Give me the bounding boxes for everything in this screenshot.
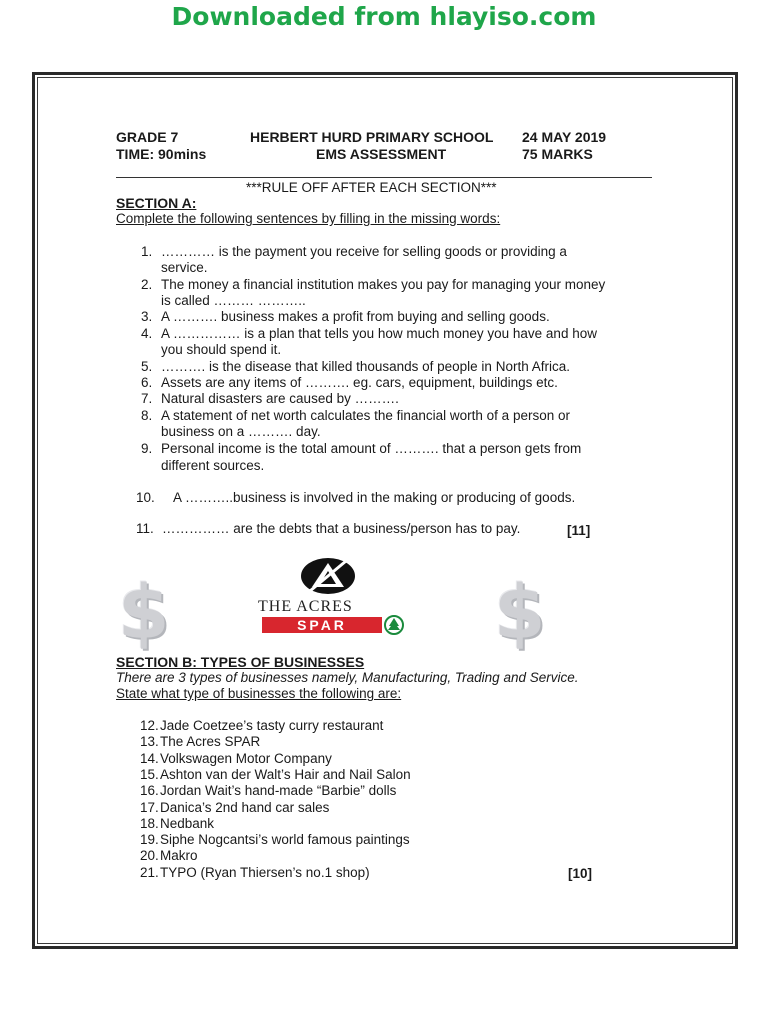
item-text: Jade Coetzee’s tasty curry restaurant [160, 718, 384, 733]
section-b-intro: There are 3 types of businesses namely, Manufacturing, Trading and Service. [116, 670, 579, 685]
question-text: A …………… is a plan that tells you how much money you have and how [161, 326, 597, 341]
assessment-date: 24 MAY 2019 [522, 129, 607, 145]
acres-store-name: THE ACRES [258, 598, 353, 615]
item-number: 12. [140, 718, 159, 733]
total-marks: 75 MARKS [522, 146, 593, 162]
question-text-continued: different sources. [161, 458, 265, 473]
question-number: 1. [141, 244, 153, 259]
question-text: Assets are any items of ………. eg. cars, equipment, buildings etc. [161, 375, 558, 390]
question-number: 7. [141, 391, 153, 406]
spar-logo-text: SPAR [297, 617, 347, 633]
question-text: The money a financial institution makes you pay for managing your money [161, 277, 606, 292]
item-text: Makro [160, 848, 198, 864]
item-number: 14. [140, 750, 159, 766]
item-number: 17. [140, 799, 159, 815]
question-text: …………… are the debts that a business/person has to pay. [162, 521, 521, 536]
rule-off-note: ***RULE OFF AFTER EACH SECTION*** [246, 180, 497, 195]
dollar-sign-left-image: $ [118, 570, 170, 656]
question-number: 2. [141, 277, 153, 292]
question-number: 10. [136, 490, 155, 505]
dollar-sign-right-image: $ [494, 570, 546, 656]
section-b-instruction: State what type of businesses the following are: [116, 686, 402, 701]
item-number: 20. [140, 848, 159, 864]
question-text: A statement of net worth calculates the financial worth of a person or [161, 408, 570, 423]
question-number: 11. [136, 521, 154, 536]
header-rule [116, 177, 652, 178]
item-number: 15. [140, 766, 159, 782]
question-number: 6. [141, 375, 153, 390]
section-a-title: SECTION A: [116, 195, 197, 211]
question-number: 8. [141, 408, 153, 423]
question-text: ………. is the disease that killed thousands of people in North Africa. [161, 359, 570, 374]
spar-tree-icon [384, 615, 404, 635]
question-text: A ………..business is involved in the making or producing of goods. [173, 490, 576, 505]
item-text: Nedbank [160, 815, 215, 831]
item-text: Volkswagen Motor Company [160, 750, 332, 766]
item-text: Ashton van der Walt’s Hair and Nail Salon [160, 766, 411, 782]
question-text-continued: service. [161, 260, 208, 275]
time-label: TIME: 90mins [116, 146, 207, 162]
question-number: 3. [141, 309, 153, 324]
item-number: 21. [140, 864, 159, 880]
question-text-continued: is called ……… ……….. [161, 293, 306, 308]
section-a-instruction: Complete the following sentences by filling in the missing words: [116, 211, 501, 226]
spar-logo-bar [262, 617, 382, 633]
question-text: A ………. business makes a profit from buying and selling goods. [161, 309, 550, 324]
item-text: The Acres SPAR [160, 734, 261, 750]
item-number: 18. [140, 815, 159, 831]
question-text-continued: business on a ………. day. [161, 424, 321, 439]
question-number: 4. [141, 326, 153, 341]
section-b-title: SECTION B: TYPES OF BUSINESSES [116, 654, 365, 670]
question-text: ………… is the payment you receive for selling goods or providing a [161, 244, 567, 259]
question-text: Natural disasters are caused by ………. [161, 391, 399, 406]
question-number: 5. [141, 359, 153, 374]
school-name: HERBERT HURD PRIMARY SCHOOL [250, 129, 494, 145]
item-text: Danica’s 2nd hand car sales [160, 799, 330, 815]
assessment-title: EMS ASSESSMENT [316, 146, 447, 162]
item-text: TYPO (Ryan Thiersen’s no.1 shop) [160, 864, 370, 880]
grade-label: GRADE 7 [116, 129, 179, 145]
question-number: 9. [141, 441, 153, 456]
question-text-continued: you should spend it. [161, 342, 282, 357]
item-text: Jordan Wait’s hand-made “Barbie” dolls [160, 783, 397, 799]
question-text: Personal income is the total amount of ………. that a person gets from [161, 441, 582, 456]
item-number: 16. [140, 783, 159, 799]
section-b-marks: [10] [568, 866, 593, 881]
section-a-marks: [11] [567, 523, 591, 538]
acres-logo-emblem [300, 557, 356, 595]
item-number: 19. [140, 832, 159, 848]
item-text: Siphe Nogcantsi’s world famous paintings [160, 832, 410, 848]
item-number: 13. [140, 734, 159, 750]
download-banner: Downloaded from hlayiso.com [171, 2, 597, 31]
